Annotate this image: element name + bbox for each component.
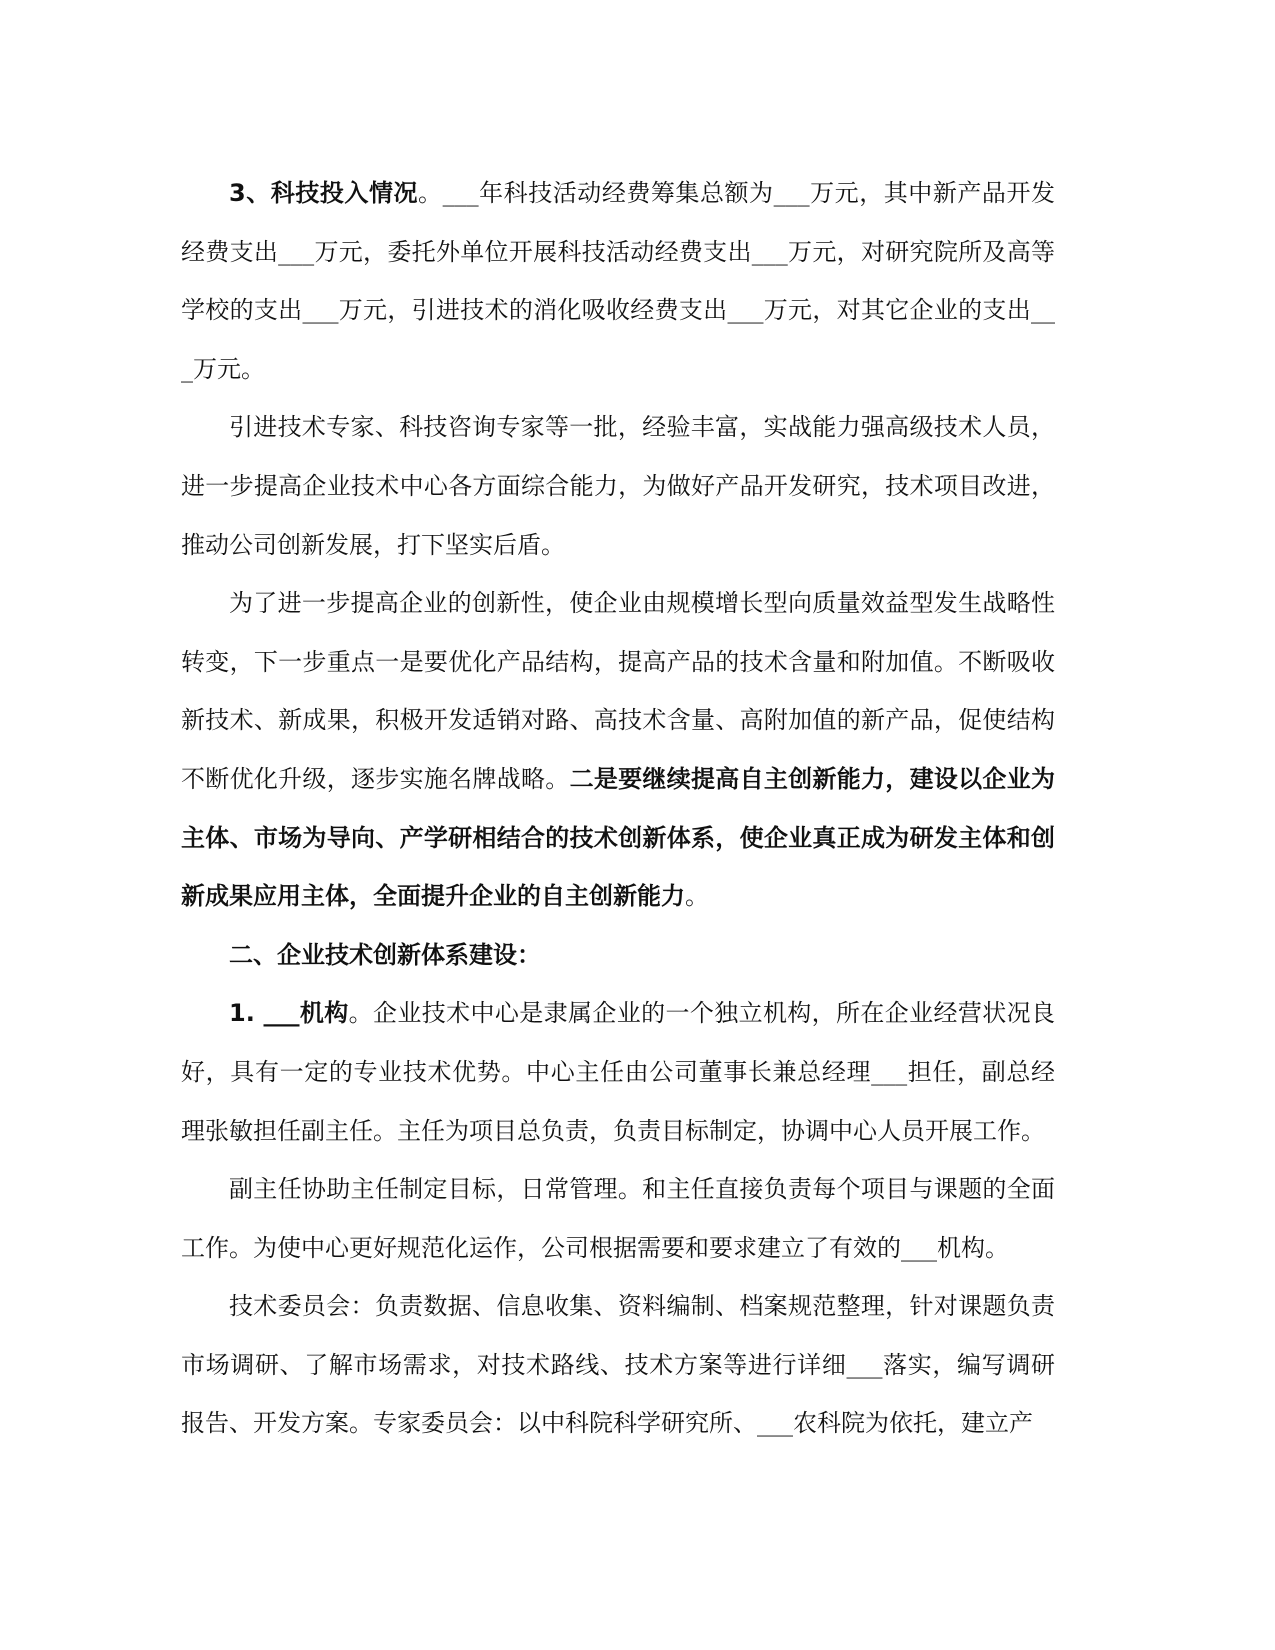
paragraph-innovation-strategy (181, 574, 1055, 926)
paragraph-text: 。 (685, 882, 709, 911)
paragraph-text: 技术委员会：负责数据、信息收集、资料编制、档案规范整理，针对课题负责市场调研、了解市场需求，对技术路线、技术方案等进行详细___落实，编写调研报告、开发方案。专家委员会：以中科院科学研究所、___农科院为依托，建立产 (181, 1292, 1055, 1438)
document-body (181, 164, 1055, 1453)
paragraph-text: 副主任协助主任制定目标，日常管理。和主任直接负责每个项目与课题的全面工作。为使中心更好规范化运作，公司根据需要和要求建立了有效的___机构。 (181, 1175, 1055, 1262)
emphasis-text: 二是要继续提高自主创新能力，建设以企业为主体、市场为导向、产学研相结合的技术创新体系，使企业真正成为研发主体和创新成果应用主体，全面提升企业的自主创新能力 (181, 764, 1056, 911)
heading-organization: 1. ___机构 (229, 999, 349, 1028)
paragraph-deputy-director (181, 1160, 1055, 1277)
paragraph-tech-investment (181, 164, 1055, 398)
paragraph-organization (181, 984, 1055, 1160)
paragraph-text: 为了进一步提高企业的创新性，使企业由规模增长型向质量效益型发生战略性转变，下一步重点一是要优化产品结构，提高产品的技术含量和附加值。不断吸收新技术、新成果，积极开发适销对路、高技术含量、高附加值的新产品，促使结构不断优化升级，逐步实施名牌战略。 (181, 589, 1055, 793)
paragraph-text: 。___年科技活动经费筹集总额为___万元，其中新产品开发经费支出___万元，委托外单位开展科技活动经费支出___万元，对研究院所及高等学校的支出___万元，引进技术的消化吸收经费支出___万元，对其它企业的支出___万元。 (181, 179, 1056, 383)
section-heading (181, 926, 1055, 985)
paragraph-committees (181, 1277, 1055, 1453)
section-heading-text: 二、企业技术创新体系建设： (229, 940, 541, 969)
paragraph-text: 引进技术专家、科技咨询专家等一批，经验丰富，实战能力强高级技术人员，进一步提高企业技术中心各方面综合能力，为做好产品开发研究，技术项目改进，推动公司创新发展，打下坚实后盾。 (181, 413, 1055, 559)
paragraph-text: 。企业技术中心是隶属企业的一个独立机构，所在企业经营状况良好，具有一定的专业技术优势。中心主任由公司董事长兼总经理___担任，副总经理张敏担任副主任。主任为项目总负责，负责目标制定，协调中心人员开展工作。 (181, 999, 1056, 1145)
paragraph-experts (181, 398, 1055, 574)
heading-tech-investment: 3、科技投入情况 (229, 179, 419, 207)
